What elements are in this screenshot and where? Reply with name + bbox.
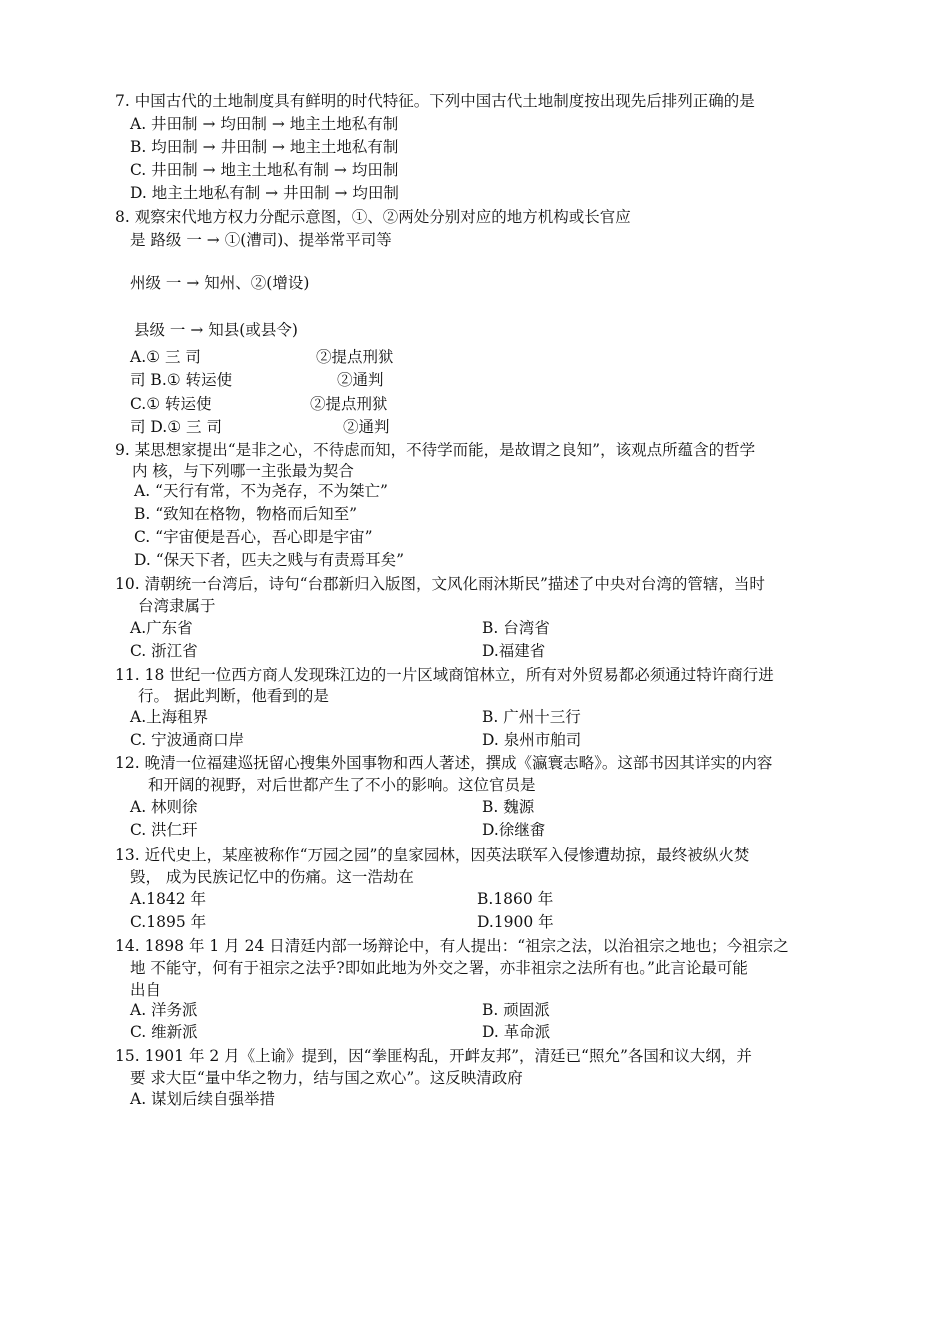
q13-option-b: B.1860 年 bbox=[477, 890, 554, 908]
q13-option-d: D.1900 年 bbox=[477, 913, 554, 931]
q11-option-b: B. 广州十三行 bbox=[482, 708, 581, 726]
q12-option-c: C. 洪仁玕 bbox=[130, 821, 198, 839]
q13-stem-cont: 毁， 成为民族记忆中的伤痛。这一浩劫在 bbox=[130, 868, 414, 886]
q11-option-d: D. 泉州市舶司 bbox=[482, 731, 582, 749]
q12-option-b: B. 魏源 bbox=[482, 798, 535, 816]
q8-option-a: A.① 三 司 bbox=[130, 348, 201, 366]
q7-option-b: B. 均田制 → 井田制 → 地主土地私有制 bbox=[130, 138, 399, 156]
q11-option-a: A.上海租界 bbox=[130, 708, 209, 726]
q13-option-a: A.1842 年 bbox=[130, 890, 206, 908]
q8-option-a-2: ②提点刑狱 bbox=[316, 348, 394, 366]
q10-option-d: D.福建省 bbox=[482, 642, 546, 660]
q11-stem-cont: 行。 据此判断，他看到的是 bbox=[138, 687, 329, 705]
q14-stem-cont-2: 出自 bbox=[130, 981, 162, 999]
q14-option-d: D. 革命派 bbox=[482, 1023, 551, 1041]
q12-stem-cont: 和开阔的视野，对后世都产生了不小的影响。这位官员是 bbox=[148, 776, 536, 794]
q13-option-c: C.1895 年 bbox=[130, 913, 207, 931]
q10-option-c: C. 浙江省 bbox=[130, 642, 198, 660]
q15-stem-cont: 要 求大臣“量中华之物力，结与国之欢心”。这反映清政府 bbox=[130, 1069, 523, 1087]
q12-option-d: D.徐继畬 bbox=[482, 821, 546, 839]
q10-stem: 10. 清朝统一台湾后，诗句“台郡新归入版图，文风化雨沐斯民”描述了中央对台湾的管辖，当时 bbox=[115, 575, 765, 593]
q8-option-d: 司 D.① 三 司 bbox=[130, 418, 222, 436]
q7-option-a: A. 井田制 → 均田制 → 地主土地私有制 bbox=[130, 115, 399, 133]
q8-diagram-route: 是 路级 一 → ①(漕司)、提举常平司等 bbox=[130, 231, 392, 249]
q11-stem: 11. 18 世纪一位西方商人发现珠江边的一片区域商馆林立，所有对外贸易都必须通过特许商行进 bbox=[115, 666, 774, 684]
q12-stem: 12. 晚清一位福建巡抚留心搜集外国事物和西人著述，撰成《瀛寰志略》。这部书因其详实的内容 bbox=[115, 754, 773, 772]
q15-stem: 15. 1901 年 2 月《上谕》提到，因“拳匪构乱，开衅友邦”，清廷已“照允”各国和议大纲，并 bbox=[115, 1047, 752, 1065]
q8-diagram-county: 县级 一 → 知县(或县令) bbox=[134, 321, 298, 339]
q9-option-b: B. “致知在格物，物格而后知至” bbox=[134, 505, 358, 523]
q9-option-d: D. “保天下者，匹夫之贱与有责焉耳矣” bbox=[134, 551, 405, 569]
q9-stem-cont: 内 核，与下列哪一主张最为契合 bbox=[132, 462, 354, 480]
q14-stem: 14. 1898 年 1 月 24 日清廷内部一场辩论中，有人提出：“祖宗之法，以治祖宗之地也；今祖宗之 bbox=[115, 937, 789, 955]
q14-stem-cont: 地 不能守，何有于祖宗之法乎?即如此地为外交之署，亦非祖宗之法所有也。”此言论最可能 bbox=[130, 959, 748, 977]
q8-option-d-2: ②通判 bbox=[343, 418, 390, 436]
q14-option-a: A. 洋务派 bbox=[130, 1001, 198, 1019]
q10-option-a: A.广东省 bbox=[130, 619, 193, 637]
q9-option-c: C. “宇宙便是吾心，吾心即是宇宙” bbox=[134, 528, 373, 546]
q8-option-b-2: ②通判 bbox=[337, 371, 384, 389]
q7-option-c: C. 井田制 → 地主土地私有制 → 均田制 bbox=[130, 161, 399, 179]
q9-stem: 9. 某思想家提出“是非之心，不待虑而知，不待学而能，是故谓之良知”，该观点所蕴含的哲学 bbox=[115, 441, 756, 459]
q15-option-a: A. 谋划后续自强举措 bbox=[130, 1090, 276, 1108]
q14-option-c: C. 维新派 bbox=[130, 1023, 198, 1041]
q10-option-b: B. 台湾省 bbox=[482, 619, 550, 637]
q7-stem: 7. 中国古代的土地制度具有鲜明的时代特征。下列中国古代土地制度按出现先后排列正确的是 bbox=[115, 92, 755, 110]
q8-stem: 8. 观察宋代地方权力分配示意图，①、②两处分别对应的地方机构或长官应 bbox=[115, 208, 631, 226]
q8-option-b: 司 B.① 转运使 bbox=[130, 371, 233, 389]
q10-stem-cont: 台湾隶属于 bbox=[138, 597, 216, 615]
q8-option-c: C.① 转运使 bbox=[130, 395, 212, 413]
q7-option-d: D. 地主土地私有制 → 井田制 → 均田制 bbox=[130, 184, 399, 202]
q13-stem: 13. 近代史上，某座被称作“万园之园”的皇家园林，因英法联军入侵惨遭劫掠，最终被纵火焚 bbox=[115, 846, 750, 864]
q9-option-a: A. “天行有常，不为尧存，不为桀亡” bbox=[134, 482, 388, 500]
q8-option-c-2: ②提点刑狱 bbox=[310, 395, 388, 413]
q8-diagram-prefecture: 州级 一 → 知州、②(增设) bbox=[130, 274, 310, 292]
q12-option-a: A. 林则徐 bbox=[130, 798, 198, 816]
q14-option-b: B. 顽固派 bbox=[482, 1001, 550, 1019]
q11-option-c: C. 宁波通商口岸 bbox=[130, 731, 245, 749]
